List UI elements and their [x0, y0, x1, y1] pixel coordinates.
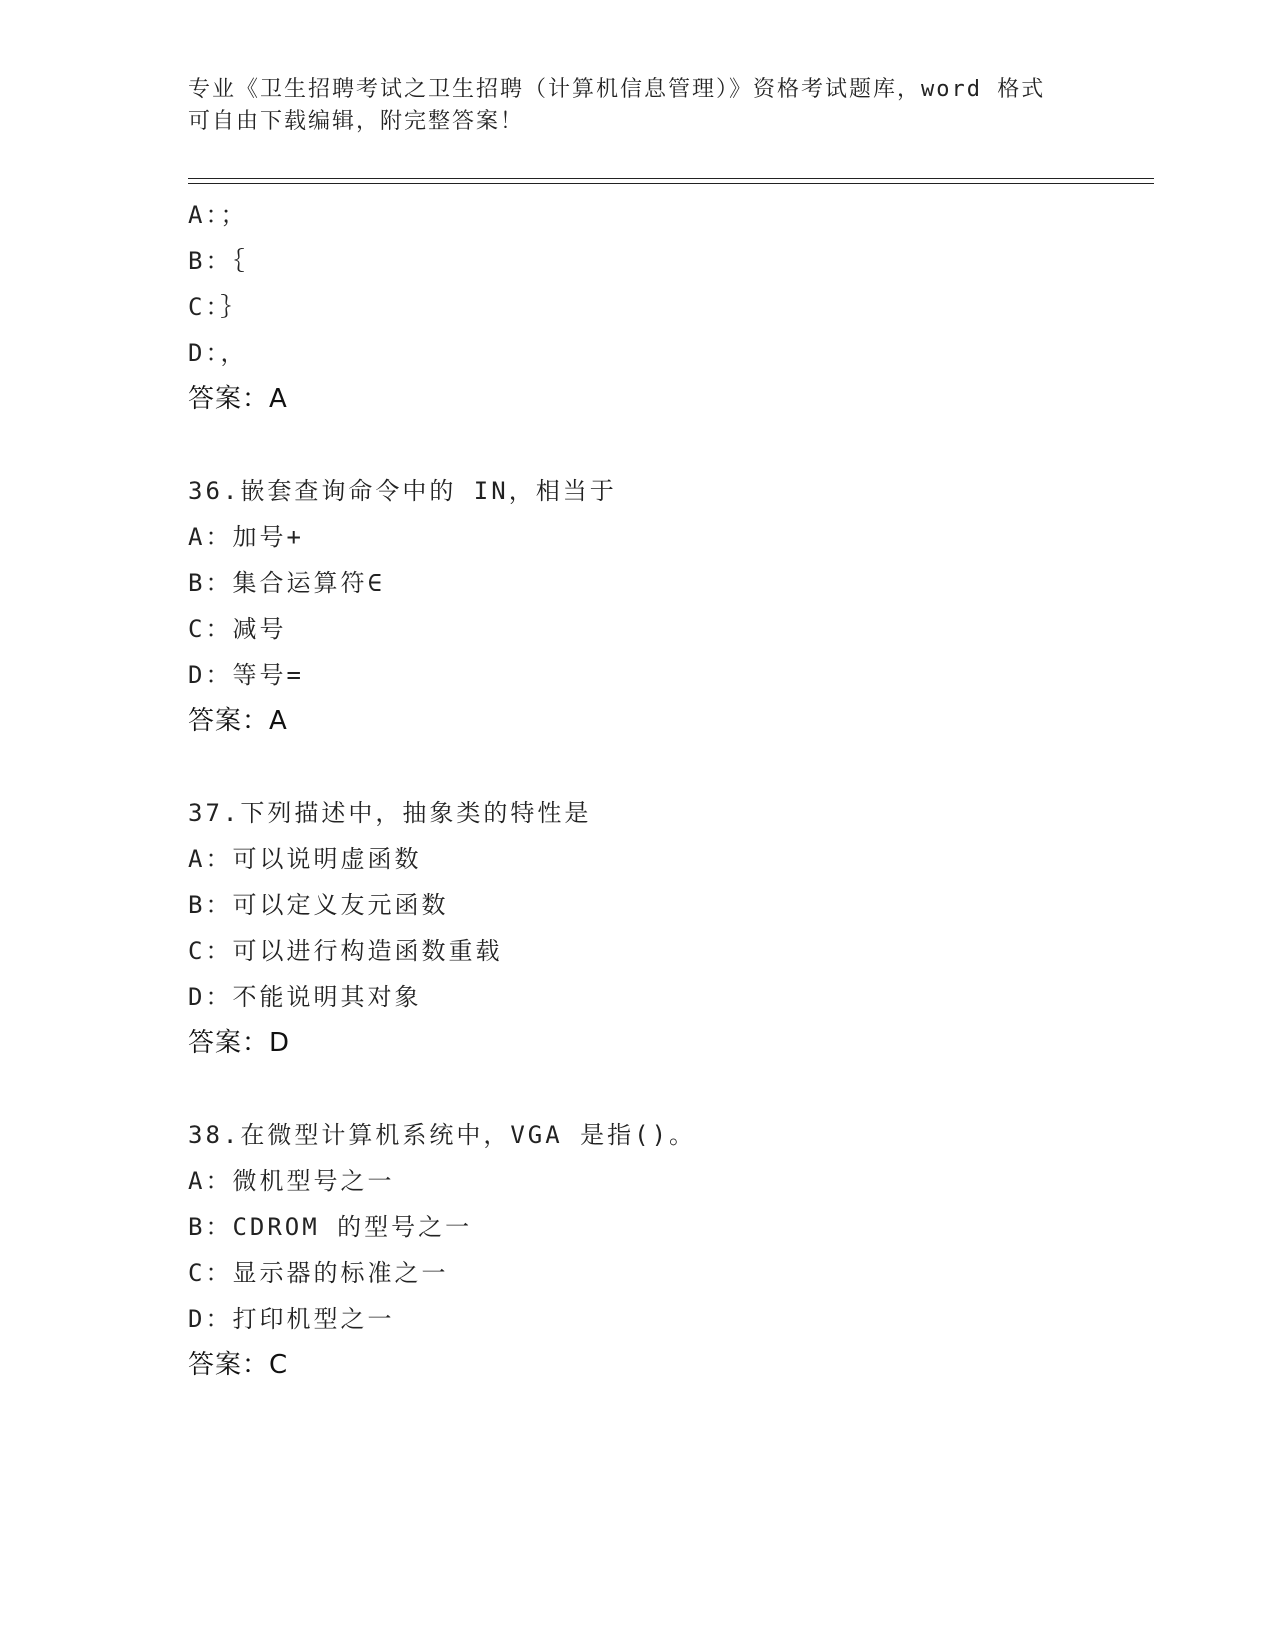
option-a: A：可以说明虚函数: [188, 845, 422, 873]
option-d: D：等号=: [188, 661, 304, 689]
question-37: [188, 790, 1148, 1066]
option-b: B：可以定义友元函数: [188, 891, 449, 919]
header-title-line-1: 专业《卫生招聘考试之卫生招聘（计算机信息管理）》资格考试题库，word 格式: [188, 77, 1046, 102]
question-stem: 37.下列描述中，抽象类的特性是: [188, 799, 592, 827]
option-a: A：微机型号之一: [188, 1167, 395, 1195]
option-b: B：集合运算符∈: [188, 569, 385, 597]
answer-line: 答案：A: [188, 706, 288, 736]
option-d: D：打印机型之一: [188, 1305, 395, 1333]
option-c: C：｝: [188, 293, 248, 321]
spacer: [188, 422, 1148, 468]
option-a: A：；: [188, 201, 248, 229]
question-stem: 36.嵌套查询命令中的 IN，相当于: [188, 477, 617, 505]
answer-line: 答案：A: [188, 384, 288, 414]
header-divider-top: [188, 178, 1154, 179]
option-d: D：不能说明其对象: [188, 983, 422, 1011]
header-title-line-2: 可自由下载编辑，附完整答案！: [188, 109, 525, 134]
question-list: [188, 192, 1148, 1388]
option-d: D：，: [188, 339, 248, 367]
spacer: [188, 1066, 1148, 1112]
option-b: B：｛: [188, 247, 248, 275]
option-c: C：可以进行构造函数重载: [188, 937, 503, 965]
option-c: C：显示器的标准之一: [188, 1259, 449, 1287]
document-header: [188, 74, 1088, 138]
spacer: [188, 744, 1148, 790]
question-38: [188, 1112, 1148, 1388]
answer-line: 答案：C: [188, 1350, 289, 1380]
question-36: [188, 468, 1148, 744]
option-a: A：加号+: [188, 523, 304, 551]
question-stem: 38.在微型计算机系统中，VGA 是指()。: [188, 1121, 697, 1149]
option-c: C：减号: [188, 615, 287, 643]
option-b: B：CDROM 的型号之一: [188, 1213, 473, 1241]
header-divider-bottom: [188, 183, 1154, 184]
question-partial: [188, 192, 1148, 422]
answer-line: 答案：D: [188, 1028, 291, 1058]
